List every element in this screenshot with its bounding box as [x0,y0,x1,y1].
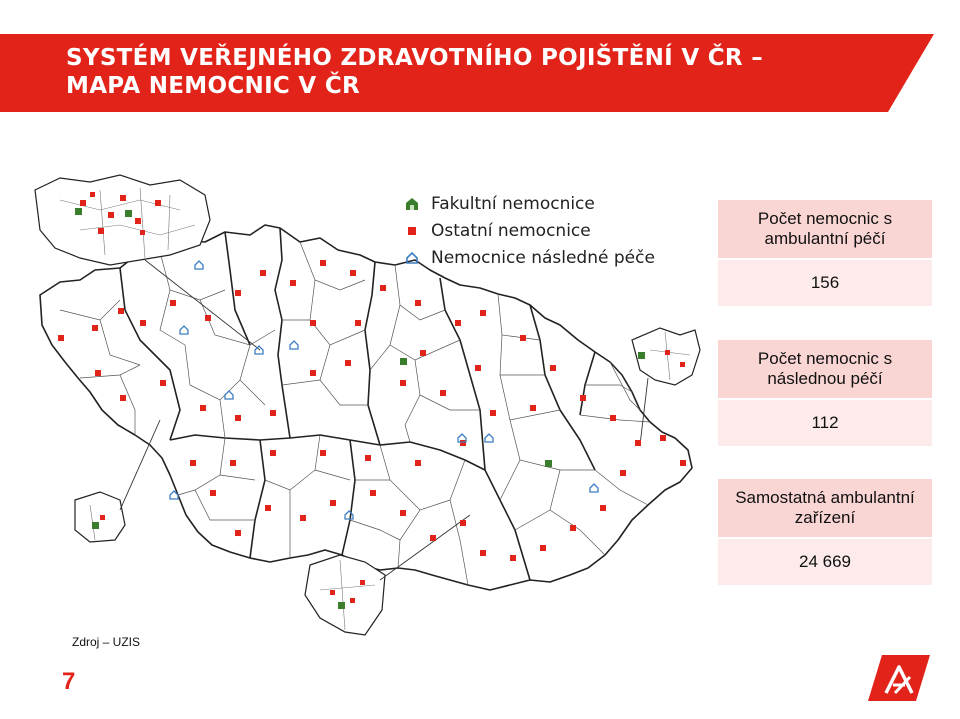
legend-item-other [405,217,655,244]
map-legend [405,190,655,271]
stats-panel [718,200,932,585]
stat-value-aftercare-hospitals: 112 [718,398,932,446]
page-title-line-1: SYSTÉM VEŘEJNÉHO ZDRAVOTNÍHO POJIŠTĚNÍ V ČR – [66,45,764,71]
page-title-line-2: MAPA NEMOCNIC V ČR [66,73,361,99]
stat-label-aftercare-hospitals: Počet nemocnic s následnou péčí [718,340,932,398]
page-number: 7 [62,668,76,695]
legend-item-faculty [405,190,655,217]
stat-label-independent-clinics: Samostatná ambulantní zařízení [718,479,932,537]
aftercare-hospital-icon [405,251,419,265]
stat-value-independent-clinics: 24 669 [718,537,932,585]
company-logo [868,655,930,701]
faculty-hospital-icon [405,197,419,211]
stat-value-ambulatory-hospitals: 156 [718,258,932,306]
legend-item-aftercare [405,244,655,271]
page-title [66,44,763,100]
legend-label-aftercare: Nemocnice následné péče [431,247,655,268]
hospital-icon [405,224,419,238]
legend-label-other: Ostatní nemocnice [431,220,591,241]
source-note: Zdroj – UZIS [72,635,141,649]
stat-label-ambulatory-hospitals: Počet nemocnic s ambulantní péčí [718,200,932,258]
legend-label-faculty: Fakultní nemocnice [431,193,595,214]
